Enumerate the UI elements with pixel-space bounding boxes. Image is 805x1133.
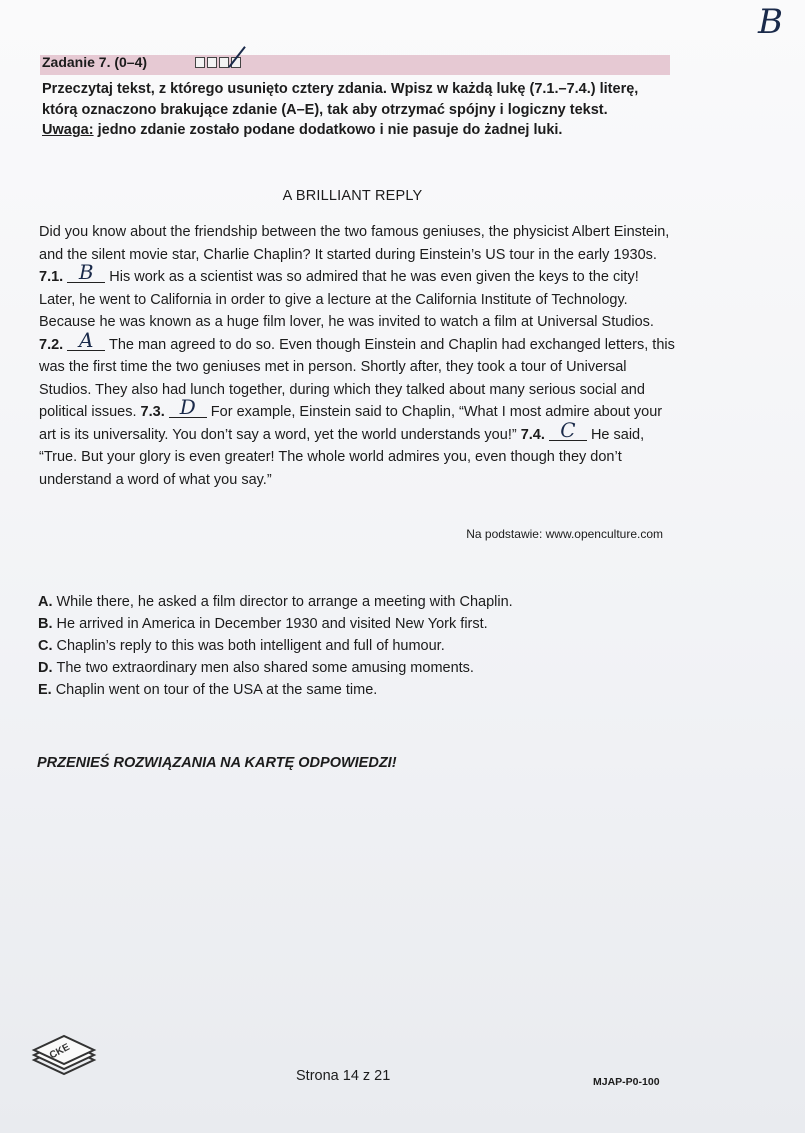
note-text: jedno zdanie zostało podane dodatkowo i nie pasuje do żadnej luki. (93, 122, 563, 138)
page-number: Strona 14 z 21 (296, 1068, 391, 1084)
handwritten-answer: A (78, 327, 94, 352)
task-title: Zadanie 7. (0–4) (42, 54, 148, 70)
option-item (38, 613, 513, 635)
option-item (38, 679, 513, 701)
handwritten-answer: D (179, 395, 196, 419)
answer-gap[interactable] (549, 417, 587, 442)
exam-code: MJAP-P0-100 (593, 1076, 660, 1088)
story-segment: Did you know about the friendship between the two famous geniuses, the physicist Albert Einstein, and the silent movie star, Charlie Chaplin? It started during Einstein’s US tour in the early 1930s. (39, 224, 670, 263)
option-text: Chaplin’s reply to this was both intelligent and full of humour. (56, 638, 445, 654)
option-text: He arrived in America in December 1930 and visited New York first. (56, 616, 488, 632)
option-letter: D. (38, 660, 53, 676)
option-text: The two extraordinary men also shared some amusing moments. (56, 660, 474, 676)
option-item (38, 657, 513, 679)
story-segment: His work as a scientist was so admired that he was even given the keys to the city! Later, he went to California in order to give a lecture at the California Institute of Technology. Because he was known as a huge film lover, he was invited to watch a film at Universal Studios. (39, 269, 654, 330)
story-segment: For example, Einstein said to Chaplin, “What I most admire about your art is its universality. You don’t say a word, yet the world understands you!” (39, 404, 663, 443)
option-item (38, 635, 513, 657)
option-item (38, 591, 513, 613)
option-letter: E. (38, 682, 52, 698)
instruction-note (42, 120, 682, 141)
story-segment: The man agreed to do so. Even though Einstein and Chaplin had exchanged letters, this was the first time the two geniuses met in person. Shortly after, they took a tour of Universal Studios. They also had lunch together, during which they talked about many serious social and political issues. (39, 336, 675, 420)
transfer-answers-note: PRZENIEŚ ROZWIĄZANIA NA KARTĘ ODPOWIEDZI! (37, 755, 397, 771)
score-box (195, 57, 205, 68)
reading-text-title: A BRILLIANT REPLY (282, 188, 423, 204)
gap-number: 7.1. (39, 269, 64, 285)
task-instructions (42, 79, 682, 141)
answer-gap[interactable] (67, 327, 105, 352)
story-segment: He said, “True. But your glory is even greater! The whole world admires you, even though they don’t understand a word of what you say.” (39, 426, 645, 488)
answer-gap[interactable] (67, 260, 105, 284)
gap-number: 7.3. (140, 404, 165, 420)
handwritten-answer: C (560, 417, 576, 442)
option-letter: B. (38, 616, 53, 632)
answer-gap[interactable] (169, 395, 207, 419)
instruction-line: Przeczytaj tekst, z którego usunięto cztery zdania. Wpisz w każdą lukę (7.1.–7.4.) literę, (42, 81, 639, 97)
note-label: Uwaga: (42, 122, 94, 138)
option-text: Chaplin went on tour of the USA at the same time. (55, 682, 378, 698)
option-text: While there, he asked a film director to arrange a meeting with Chaplin. (56, 594, 513, 610)
option-letter: C. (38, 638, 53, 654)
option-letter: A. (38, 594, 53, 610)
cke-logo-icon (30, 1032, 100, 1083)
answer-options (38, 591, 513, 701)
instruction-line: którą oznaczono brakujące zdanie (A–E), tak aby otrzymać spójny i logiczny tekst. (42, 101, 608, 118)
gap-number: 7.4. (520, 426, 545, 443)
score-box (207, 57, 217, 68)
handwritten-version-mark: B (758, 2, 783, 42)
reading-text (39, 221, 679, 491)
source-citation: Na podstawie: www.openculture.com (466, 527, 663, 541)
gap-number: 7.2. (39, 336, 64, 353)
handwritten-answer: B (78, 260, 94, 284)
logo-text: CKE (47, 1041, 72, 1062)
